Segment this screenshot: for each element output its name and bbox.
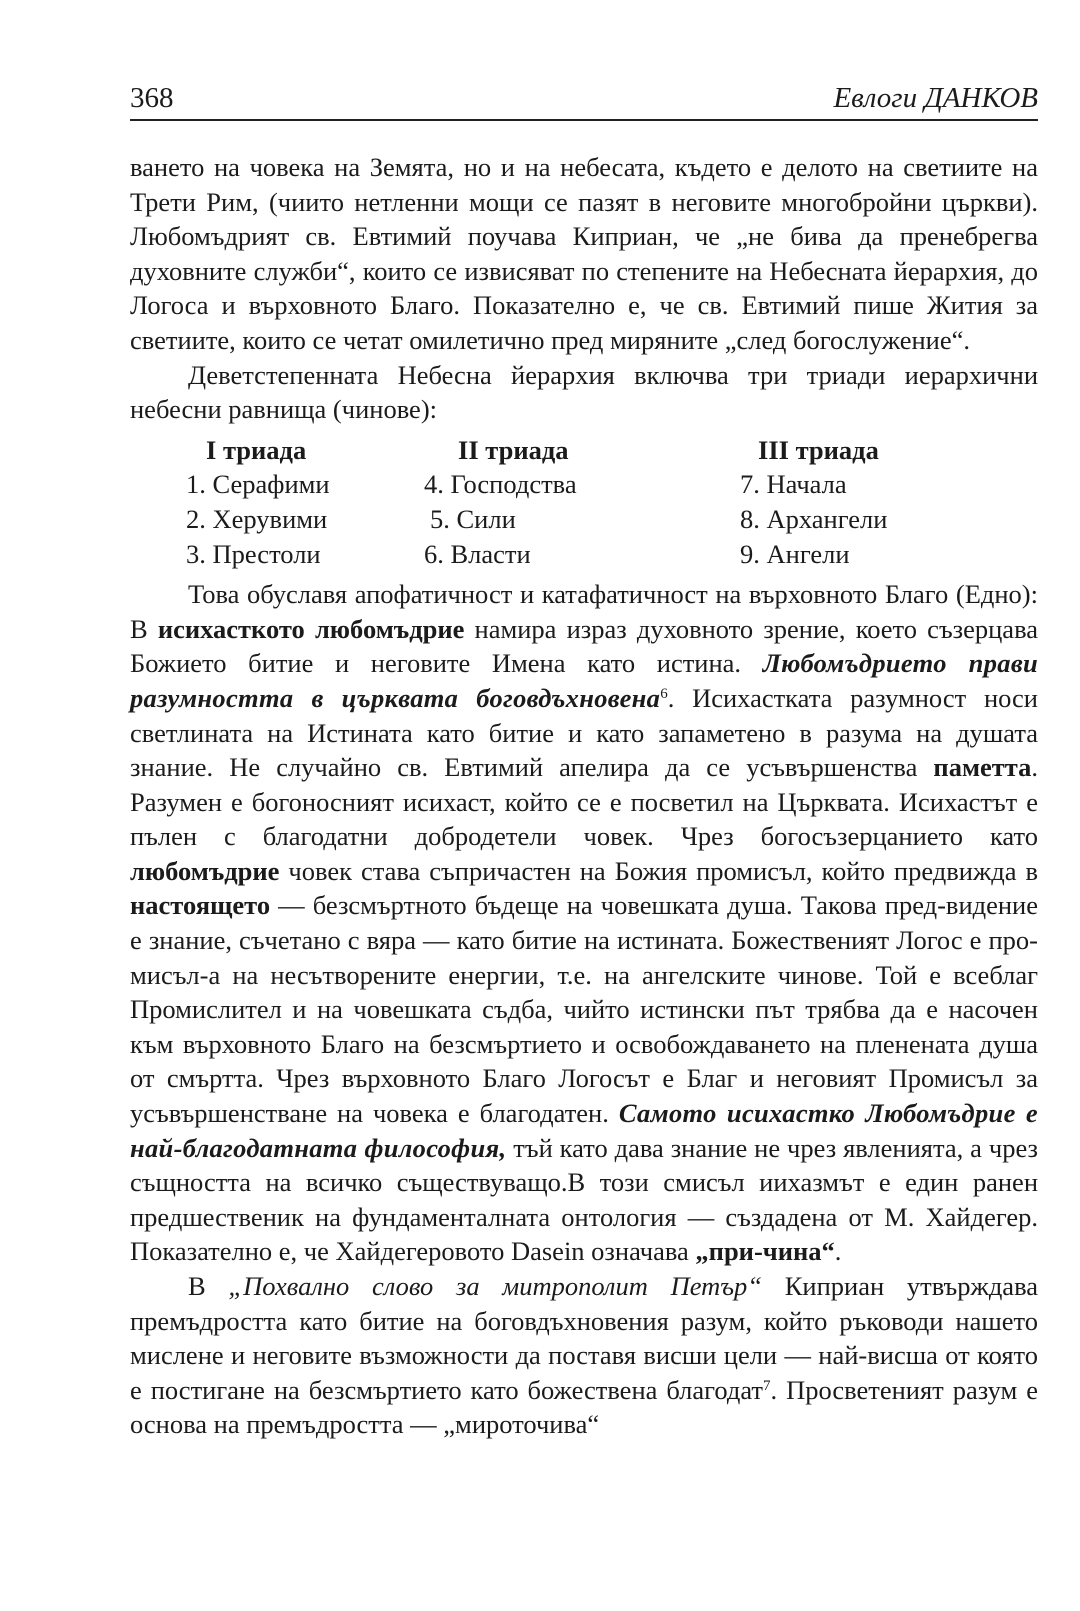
work-title: „Похвално слово за митрополит Петър“ xyxy=(228,1271,763,1301)
paragraph-3 xyxy=(130,577,1038,1269)
triad-column xyxy=(740,433,1000,571)
triad-title: II триада xyxy=(458,434,569,465)
triad-title: I триада xyxy=(206,434,307,465)
bold-term: „при-чина“ xyxy=(695,1236,835,1267)
text-run: човек става съпричастен на Божия промисъл, който предвижда в xyxy=(279,855,1038,886)
text-run: Киприан утвърждава премъдростта като битие на боговдъхновения разум, който ръководи нашето мислене и неговите възможности да поставя висши цели — най-висша от която е постигане на безсмъртието като божествена благодат xyxy=(130,1271,1038,1405)
triad-column xyxy=(424,433,740,571)
footnote-ref: 6 xyxy=(660,685,668,702)
emphasis-phrase: Любомъдрието прави разумността в църквата боговдъхновена xyxy=(130,648,1038,713)
text-run: намира израз духовното зрение, което съзерцава Божието битие и неговите Имена като истина. xyxy=(130,613,1038,679)
triad-column xyxy=(186,433,424,571)
triad-title: III триада xyxy=(758,434,879,465)
page-number: 368 xyxy=(130,82,174,114)
text-run: . Разумен е богоносният исихаст, който се е посветил на Църквата. Исихастът е пълен с благодатни добродетели човек. Чрез богосъзерцанието като xyxy=(130,752,1038,852)
paragraph-2: Деветстепенната Небесна йерархия включва три триади иерархични небесни равнища (чинове): xyxy=(130,359,1038,425)
triad-item: 5. Сили xyxy=(430,503,516,534)
bold-term: любомъдрие xyxy=(130,855,280,886)
triad-item: 4. Господства xyxy=(424,469,577,500)
text-run: Това обуславя апофатичност и катафатичност на върховното Благо (Едно): В xyxy=(130,579,1038,644)
paragraph-4 xyxy=(130,1269,1038,1442)
bold-term: паметта xyxy=(933,752,1032,783)
triad-item: 2. Херувими xyxy=(186,503,328,534)
triad-item: 7. Начала xyxy=(740,469,847,500)
running-head-author: Евлоги ДАНКОВ xyxy=(833,82,1038,114)
text-run: тъй като дава знание не чрез явленията, а чрез същността на всичко съществуващо.В този смисъл иихазмът е един ранен предшественик на фундаменталната онтология — създадена от М. Хайдегер. Показателно е, че Хайдегеровото Dasein означава xyxy=(130,1132,1038,1267)
triad-item: 9. Ангели xyxy=(740,538,850,569)
text-run: . Исихастката разумност носи светлината на Истината като битие и като запаметено в разума на душата знание. Не случайно св. Евтимий апелира да се усъвършенства xyxy=(130,682,1038,783)
text-run: . Просветеният разум е основа на премъдростта — „мироточива“ xyxy=(130,1374,1038,1440)
paragraph-1: ването на човека на Земята, но и на небесата, където е делото на светиите на Трети Рим, (чиито нетленни мощи се пазят в неговите многобройни църкви). Любомъдрият св. Евтимий поучава Киприан, че „не бива да пренебрегва духовните служби“, които се извисяват по степените на Небесната йерархия, до Логоса и върховното Благо. Показателно е, че св. Евтимий пише Жития за светиите, които се четат омилетично пред миряните „след богослужение“. xyxy=(130,152,1038,355)
triad-item: 6. Власти xyxy=(424,538,531,569)
text-run: . xyxy=(834,1236,842,1267)
triads-table xyxy=(130,433,1038,571)
text-run: — безсмъртното бъдеще на човешката душа. Такова пред-видение е знание, съчетано с вяра — като битие на истината. Божественият Логос е про-мисъл-а на несътворените енергии, т.е. на ангелските чинове. Той е всеблаг Промислител и на човешката съдба, чийто истински път трябва да е насочен към върховното Благо на безсмъртието и освобождаването на пленената душа от смъртта. Чрез върховното Благо Логосът е Благ и неговият Промисъл за усъвършенстване на човека е благодатен. xyxy=(130,890,1038,1129)
triad-item: 1. Серафими xyxy=(186,469,330,500)
body-text xyxy=(130,150,1038,1442)
bold-term: настоящето xyxy=(130,890,271,921)
footnote-ref: 7 xyxy=(763,1377,771,1394)
triad-item: 3. Престоли xyxy=(186,538,321,569)
triad-item: 8. Архангели xyxy=(740,503,888,534)
bold-term: исихасткото любомъдрие xyxy=(157,613,465,644)
emphasis-phrase: Самото исихастко Любомъдрие е най-благодатната философия, xyxy=(130,1098,1038,1163)
page-header xyxy=(130,82,1038,121)
text-run: В xyxy=(188,1271,229,1301)
